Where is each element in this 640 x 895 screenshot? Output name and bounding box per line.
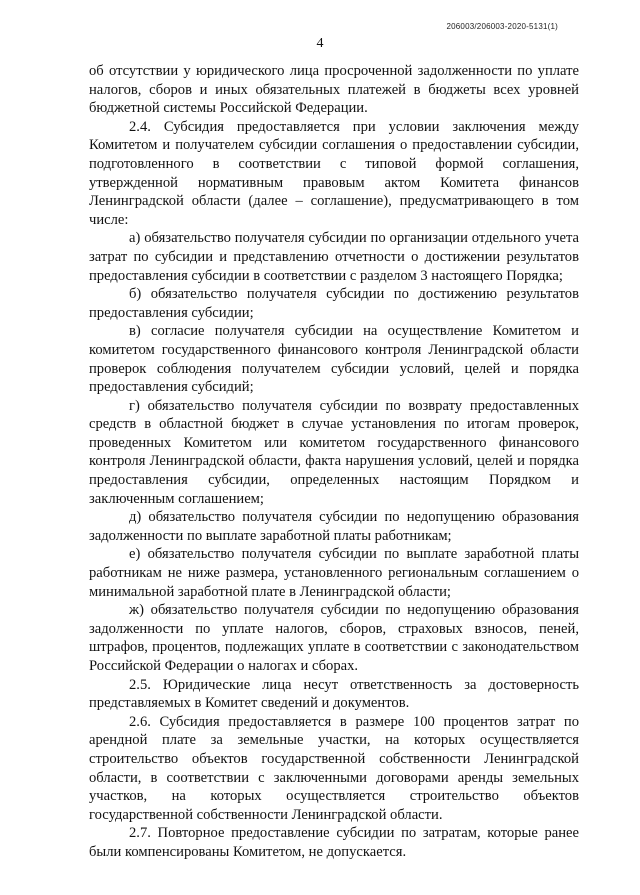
paragraph-2-7: 2.7. Повторное предоставление субсидии по затратам, которые ранее были компенсированы Комитетом, не допускается.	[89, 825, 579, 860]
list-item-a: а) обязательство получателя субсидии по организации отдельного учета затрат по субсидии и представлению отчетности о достижении результатов предоставления субсидии в соответствии с разделом 3 настоящего Порядка;	[89, 230, 579, 284]
paragraph-2-6: 2.6. Субсидия предоставляется в размере 100 процентов затрат по арендной плате за земельные участки, на которых осуществляется строительство объектов государственной собственности Ленинградской области, в соответствии с заключенными договорами аренды земельных участков, на которых осуществляется строительство объектов государственной собственности Ленинградской области.	[89, 713, 579, 823]
document-body	[89, 62, 579, 862]
paragraph-continuation: об отсутствии у юридического лица просроченной задолженности по уплате налогов, сборов и иных обязательных платежей в бюджеты всех уровней бюджетной системы Российской Федерации.	[89, 63, 579, 117]
paragraph-2-4: 2.4. Субсидия предоставляется при условии заключения между Комитетом и получателем субсидии соглашения о предоставлении субсидии, подготовленного в соответствии с типовой формой соглашения, утвержденной нормативным правовым актом Комитета финансов Ленинградской области (далее – соглашение), предусматривающего в том числе:	[89, 118, 579, 228]
list-item-g: г) обязательство получателя субсидии по возврату предоставленных средств в областной бюджет в случае установления по итогам проверок, проведенных Комитетом или комитетом государственного финансового контроля Ленинградской области, факта нарушения условий, целей и порядка предоставления субсидии, определенных настоящим Порядком и заключенным соглашением;	[89, 397, 579, 507]
paragraph-2-5: 2.5. Юридические лица несут ответственность за достоверность представляемых в Комитет сведений и документов.	[89, 676, 579, 712]
list-item-v: в) согласие получателя субсидии на осуществление Комитетом и комитетом государственного финансового контроля Ленинградской области проверок соблюдения получателем субсидии условий, целей и порядка предоставления субсидий;	[89, 323, 579, 396]
list-item-d: д) обязательство получателя субсидии по недопущению образования задолженности по выплате заработной платы работникам;	[89, 509, 579, 544]
list-item-b: б) обязательство получателя субсидии по достижению результатов предоставления субсидии;	[89, 286, 579, 321]
list-item-zh: ж) обязательство получателя субсидии по недопущению образования задолженности по уплате налогов, сборов, страховых взносов, пеней, штрафов, процентов, подлежащих уплате в соответствии с законодательством Российской Федерации о налогах и сборах.	[89, 602, 579, 674]
list-item-e: е) обязательство получателя субсидии по выплате заработной платы работникам не ниже размера, установленного региональным соглашением о минимальной заработной плате в Ленинградской области;	[89, 546, 579, 600]
document-id: 206003/206003-2020-5131(1)	[446, 22, 558, 31]
page-number: 4	[316, 36, 324, 51]
